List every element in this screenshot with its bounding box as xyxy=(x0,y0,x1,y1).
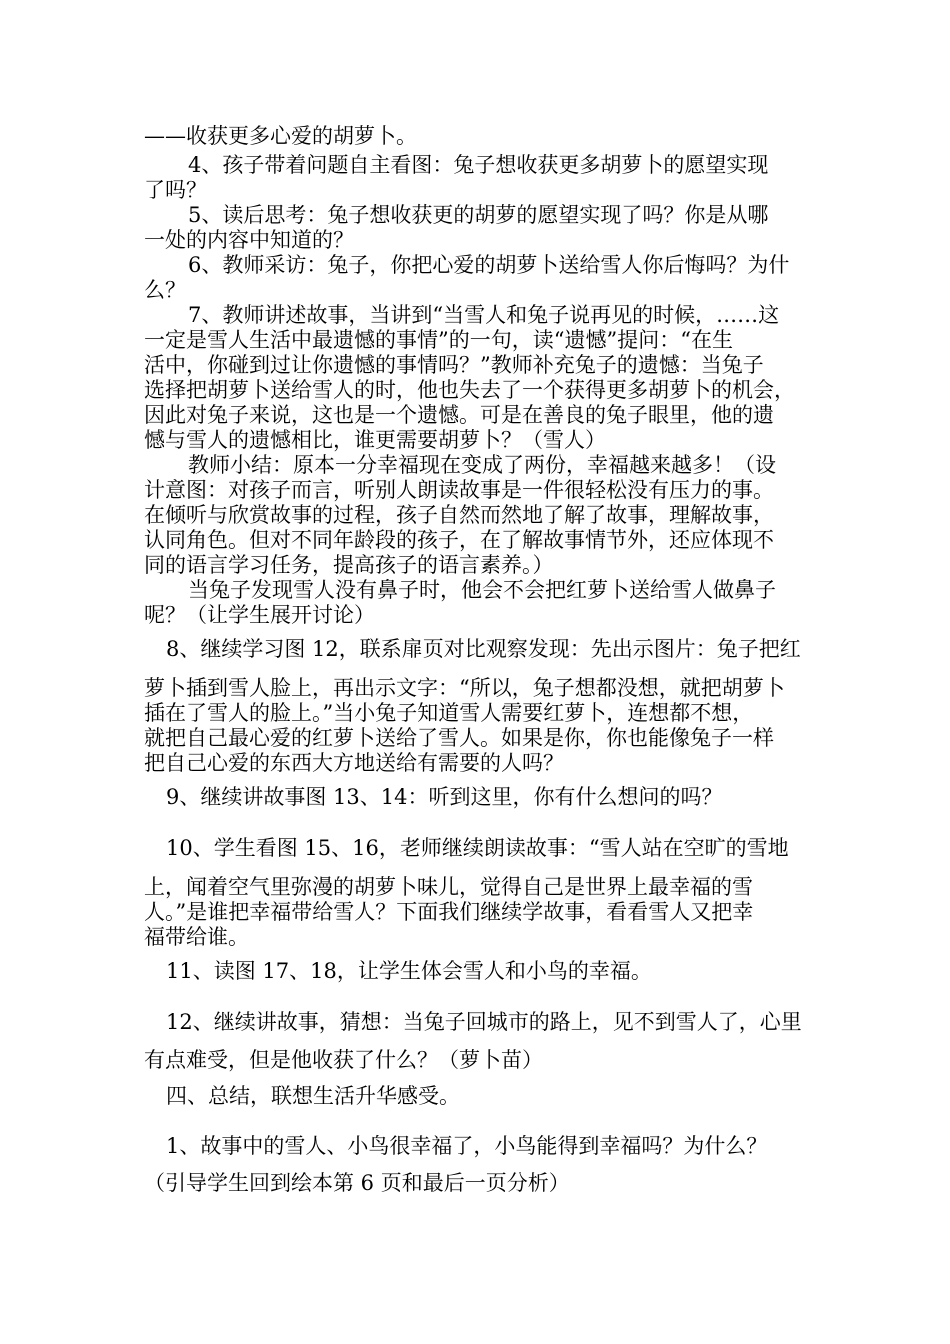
text-line: 把自己心爱的东西大方地送给有需要的人吗？ xyxy=(144,751,564,775)
text-line: 就把自己最心爱的红萝卜送给了雪人。如果是你，你也能像兔子一样 xyxy=(144,726,774,750)
text-line: 4、孩子带着问题自主看图：兔子想收获更多胡萝卜的愿望实现 xyxy=(188,153,769,177)
text-line: 插在了雪人的脸上。”当小兔子知道雪人需要红萝卜，连想都不想， xyxy=(144,701,754,725)
text-line: 憾与雪人的遗憾相比，谁更需要胡萝卜？（雪人） xyxy=(144,428,606,452)
text-line: 在倾听与欣赏故事的过程，孩子自然而然地了解了故事，理解故事， xyxy=(144,503,774,527)
text-line: 计意图：对孩子而言，听别人朗读故事是一件很轻松没有压力的事。 xyxy=(144,478,774,502)
text-line: 教师小结：原本一分幸福现在变成了两份，幸福越来越多！（设 xyxy=(188,453,776,477)
section-heading: 四、总结，联想生活升华感受。 xyxy=(166,1084,460,1108)
text-line: 7、教师讲述故事，当讲到“当雪人和兔子说再见的时候，……这 xyxy=(188,303,780,327)
text-line: 9、继续讲故事图 13、14：听到这里，你有什么想问的吗？ xyxy=(166,785,723,809)
text-line: （引导学生回到绘本第 6 页和最后一页分析） xyxy=(144,1171,570,1195)
text-line: 选择把胡萝卜送给雪人的时，他也失去了一个获得更多胡萝卜的机会， xyxy=(144,378,795,402)
text-line: 人。”是谁把幸福带给雪人？下面我们继续学故事，看看雪人又把幸 xyxy=(144,900,754,924)
text-line: 同的语言学习任务，提高孩子的语言素养。） xyxy=(144,553,554,577)
text-line: 呢？（让学生展开讨论） xyxy=(144,603,375,627)
text-line: 一处的内容中知道的？ xyxy=(144,228,354,252)
text-line: 认同角色。但对不同年龄段的孩子，在了解故事情节外，还应体现不 xyxy=(144,528,774,552)
text-line: ——收获更多心爱的胡萝卜。 xyxy=(144,124,417,148)
text-line: 一定是雪人生活中最遗憾的事情”的一句，读“遗憾”提问：“在生 xyxy=(144,328,733,352)
text-line: 活中，你碰到过让你遗憾的事情吗？”教师补充兔子的遗憾：当兔子 xyxy=(144,353,764,377)
text-line: 有点难受，但是他收获了什么？（萝卜苗） xyxy=(144,1048,543,1072)
text-line: 福带给谁。 xyxy=(144,925,249,949)
text-line: 上，闻着空气里弥漫的胡萝卜味儿，觉得自己是世界上最幸福的雪 xyxy=(144,875,753,899)
text-line: 了吗？ xyxy=(144,178,207,202)
text-line: 么？ xyxy=(144,278,186,302)
text-line: 当兔子发现雪人没有鼻子时，他会不会把红萝卜送给雪人做鼻子 xyxy=(188,578,776,602)
text-line: 6、教师采访：兔子，你把心爱的胡萝卜送给雪人你后悔吗？为什 xyxy=(188,253,790,277)
text-line: 1、故事中的雪人、小鸟很幸福了，小鸟能得到幸福吗？为什么？ xyxy=(166,1134,768,1158)
text-line: 10、学生看图 15、16，老师继续朗读故事：“雪人站在空旷的雪地 xyxy=(166,836,789,860)
text-line: 5、读后思考：兔子想收获更的胡萝的愿望实现了吗？你是从哪 xyxy=(188,203,769,227)
text-line: 11、读图 17、18，让学生体会雪人和小鸟的幸福。 xyxy=(166,959,652,983)
text-line: 12、继续讲故事，猜想：当兔子回城市的路上，见不到雪人了，心里 xyxy=(166,1010,802,1034)
text-line: 8、继续学习图 12，联系扉页对比观察发现：先出示图片：兔子把红 xyxy=(166,637,801,661)
text-line: 萝卜插到雪人脸上，再出示文字：“所以，兔子想都没想，就把胡萝卜 xyxy=(144,676,785,700)
text-line: 因此对兔子来说，这也是一个遗憾。可是在善良的兔子眼里，他的遗 xyxy=(144,403,774,427)
